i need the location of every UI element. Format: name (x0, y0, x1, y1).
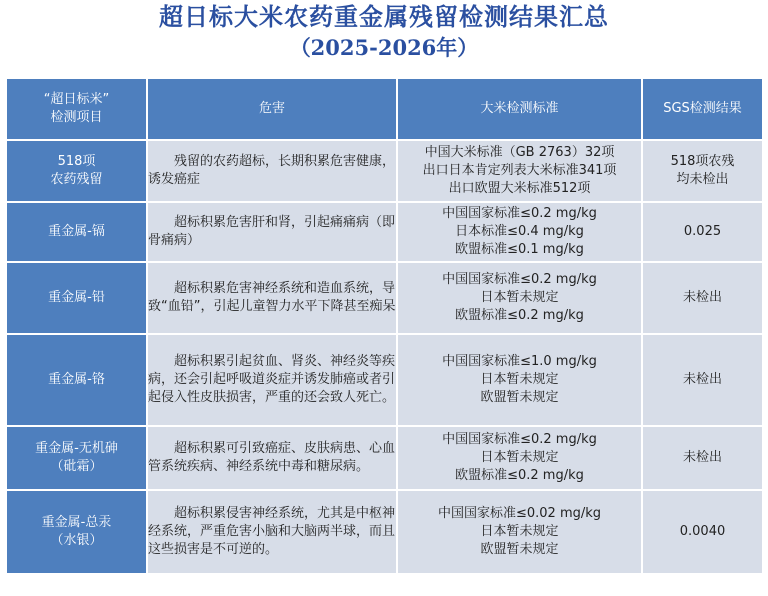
harm-cell (147, 202, 397, 262)
item-line: 重金属-镉 (48, 224, 105, 239)
item-line: 重金属-铬 (48, 372, 105, 387)
page-subtitle: （2025-2026年） (289, 35, 479, 60)
table-header-row (6, 78, 763, 140)
standard-line: 中国大米标准（GB 2763）32项 (424, 145, 615, 160)
results-table (5, 77, 764, 575)
harm-text: 超标积累可引致癌症、皮肤病患、心血管系统疾病、神经系统中毒和糖尿病。 (148, 441, 396, 474)
standard-line: 欧盟暂未规定 (480, 390, 559, 405)
result-line: 518项农残 (670, 154, 735, 169)
item-cell (6, 140, 147, 202)
table-row (6, 262, 763, 334)
standard-cell (397, 140, 642, 202)
harm-text: 超标积累侵害神经系统，尤其是中枢神经系统，严重危害小脑和大脑两半球，而且这些损害是不可逆的。 (148, 506, 396, 557)
harm-cell (147, 426, 397, 490)
harm-text: 超标积累危害神经系统和造血系统，导致“血铅”，引起儿童智力水平下降甚至痴呆 (148, 281, 396, 314)
result-cell (642, 202, 763, 262)
header-standard: 大米检测标准 (397, 78, 642, 140)
header-item-line1: “超日标米” (43, 92, 110, 107)
result-line: 未检出 (682, 290, 722, 305)
standard-line: 日本暂未规定 (480, 372, 559, 387)
table-row (6, 426, 763, 490)
harm-cell (147, 140, 397, 202)
standard-line: 出口日本肯定列表大米标准341项 (422, 163, 617, 178)
standard-line: 欧盟标准≤0.2 mg/kg (455, 308, 584, 323)
result-line: 未检出 (682, 450, 722, 465)
table-row (6, 334, 763, 426)
standard-line: 欧盟标准≤0.1 mg/kg (455, 242, 584, 257)
standard-line: 中国国家标准≤0.2 mg/kg (442, 206, 597, 221)
harm-text: 残留的农药超标，长期积累危害健康，诱发癌症 (148, 154, 396, 187)
result-line: 0.0040 (679, 524, 726, 539)
table-row (6, 202, 763, 262)
item-line: 重金属-铅 (48, 290, 105, 305)
harm-cell (147, 490, 397, 574)
result-cell (642, 262, 763, 334)
header-item-line2: 检测项目 (50, 110, 103, 125)
result-line: 0.025 (683, 224, 722, 239)
harm-text: 超标积累危害肝和肾，引起痛痛病（即骨痛病） (148, 215, 396, 248)
item-line: （砒霜） (50, 459, 103, 474)
item-line: 518项 (57, 154, 96, 169)
standard-line: 日本暂未规定 (480, 290, 559, 305)
table-row (6, 140, 763, 202)
harm-text: 超标积累引起贫血、肾炎、神经炎等疾病，还会引起呼吸道炎症并诱发肺癌或者引起侵入性皮肤损害，严重的还会致人死亡。 (148, 354, 396, 405)
table-row (6, 490, 763, 574)
item-cell (6, 334, 147, 426)
standard-cell (397, 262, 642, 334)
item-line: （水银） (50, 533, 103, 548)
standard-line: 中国国家标准≤1.0 mg/kg (442, 354, 597, 369)
standard-line: 中国国家标准≤0.02 mg/kg (437, 506, 602, 521)
standard-line: 欧盟标准≤0.2 mg/kg (455, 468, 584, 483)
header-harm: 危害 (147, 78, 397, 140)
page-title: 超日标大米农药重金属残留检测结果汇总 (159, 2, 609, 31)
standard-cell (397, 202, 642, 262)
standard-line: 日本标准≤0.4 mg/kg (455, 224, 584, 239)
item-cell (6, 262, 147, 334)
result-cell (642, 426, 763, 490)
result-cell (642, 490, 763, 574)
header-item (6, 78, 147, 140)
item-line: 重金属-总汞 (41, 515, 112, 530)
harm-cell (147, 262, 397, 334)
standard-line: 日本暂未规定 (480, 524, 559, 539)
result-line: 未检出 (682, 372, 722, 387)
item-line: 重金属-无机砷 (35, 441, 118, 456)
harm-cell (147, 334, 397, 426)
standard-line: 出口欧盟大米标准512项 (448, 181, 591, 196)
header-result: SGS检测结果 (642, 78, 763, 140)
standard-line: 中国国家标准≤0.2 mg/kg (442, 432, 597, 447)
item-cell (6, 490, 147, 574)
standard-line: 中国国家标准≤0.2 mg/kg (442, 272, 597, 287)
item-cell (6, 202, 147, 262)
standard-cell (397, 334, 642, 426)
item-line: 农药残留 (50, 172, 103, 187)
item-cell (6, 426, 147, 490)
standard-cell (397, 490, 642, 574)
standard-cell (397, 426, 642, 490)
result-cell (642, 140, 763, 202)
standard-line: 日本暂未规定 (480, 450, 559, 465)
standard-line: 欧盟暂未规定 (480, 542, 559, 557)
result-line: 均未检出 (676, 172, 729, 187)
result-cell (642, 334, 763, 426)
